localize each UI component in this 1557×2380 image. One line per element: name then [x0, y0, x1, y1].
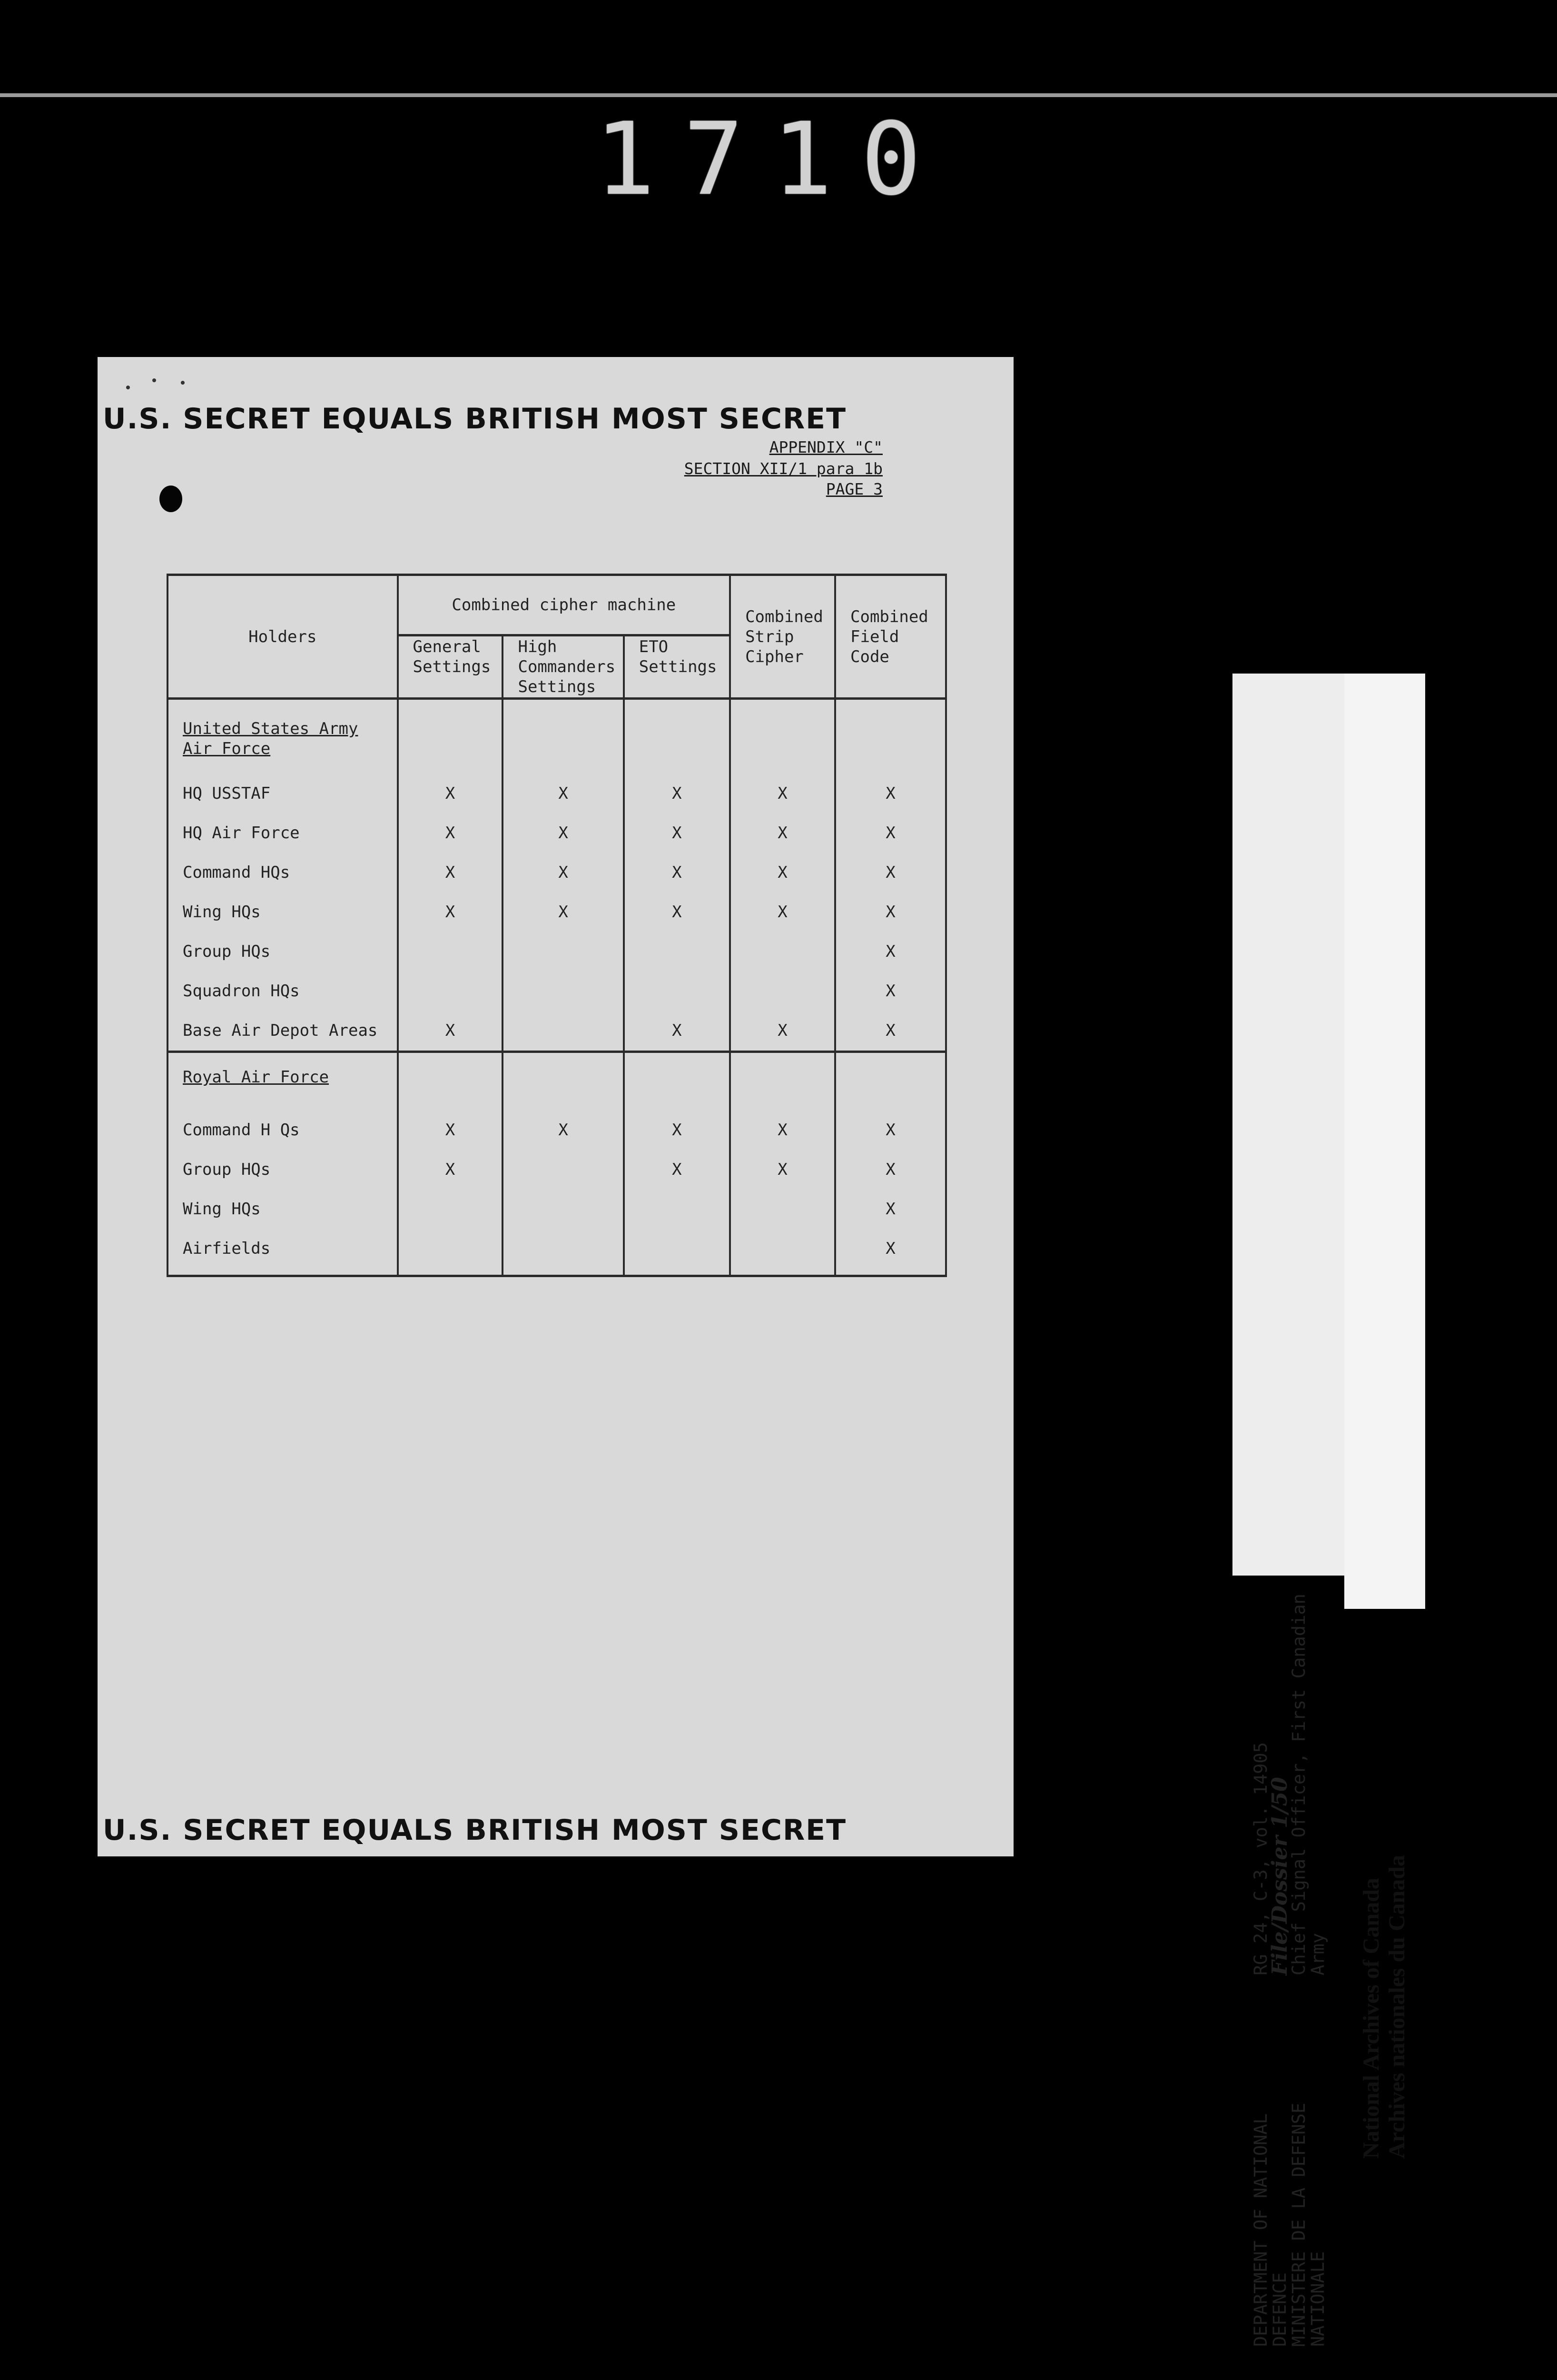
mark-general	[398, 1190, 503, 1229]
table-row	[168, 1229, 946, 1276]
punch-hole	[159, 486, 182, 512]
archives-stamp-label	[1344, 674, 1425, 2159]
mark-strip	[730, 972, 835, 1011]
mark-eto	[624, 1229, 730, 1276]
holder-cell: Wing HQs	[168, 1190, 398, 1229]
header-high-commanders-settings: High Commanders Settings	[503, 635, 623, 699]
page-ref: PAGE 3	[826, 480, 883, 498]
mark-field: X	[835, 813, 946, 853]
mark-eto: X	[624, 813, 730, 853]
table-row	[168, 1111, 946, 1150]
table-row	[168, 813, 946, 853]
mark-field: X	[835, 853, 946, 892]
mark-high	[503, 932, 623, 972]
file-reference: RG 24, C-3, vol. 14905 File/Dossier 1/50 Chief Signal Officer, First Canadian Army	[1251, 1594, 1328, 1975]
holder-cell: Base Air Depot Areas	[168, 1011, 398, 1052]
film-top-rule	[0, 93, 1557, 97]
mark-general	[398, 932, 503, 972]
header-combined-field-code: Combined Field Code	[835, 575, 946, 699]
mark-strip	[730, 932, 835, 972]
section-title-row	[168, 699, 946, 774]
mark-general: X	[398, 774, 503, 813]
mark-strip: X	[730, 813, 835, 853]
holder-cell: Command H Qs	[168, 1111, 398, 1150]
holder-cell: Command HQs	[168, 853, 398, 892]
mark-strip: X	[730, 1011, 835, 1052]
mark-general: X	[398, 813, 503, 853]
holder-cell: Airfields	[168, 1229, 398, 1276]
mark-strip	[730, 1190, 835, 1229]
mark-strip: X	[730, 1150, 835, 1190]
table-row	[168, 892, 946, 932]
table-row	[168, 1011, 946, 1052]
mark-high: X	[503, 813, 623, 853]
mark-high	[503, 1229, 623, 1276]
mark-eto	[624, 932, 730, 972]
holder-cell: HQ USSTAF	[168, 774, 398, 813]
mark-strip: X	[730, 853, 835, 892]
holders-table	[167, 574, 947, 1277]
archive-file-label	[1232, 674, 1344, 2347]
mark-eto	[624, 1190, 730, 1229]
mark-eto: X	[624, 892, 730, 932]
mark-general	[398, 972, 503, 1011]
holder-cell: Group HQs	[168, 932, 398, 972]
table-row	[168, 774, 946, 813]
mark-field: X	[835, 1011, 946, 1052]
mark-field: X	[835, 932, 946, 972]
mark-strip: X	[730, 892, 835, 932]
classification-header: U.S. SECRET EQUALS BRITISH MOST SECRET	[102, 402, 847, 436]
mark-eto: X	[624, 853, 730, 892]
mark-field: X	[835, 972, 946, 1011]
mark-general: X	[398, 1011, 503, 1052]
header-combined-cipher-machine: Combined cipher machine	[398, 575, 730, 635]
mark-high: X	[503, 1111, 623, 1150]
mark-high	[503, 1011, 623, 1052]
archives-stamp-text: National Archives of Canada Archives nationales du Canada	[1359, 1855, 1409, 2159]
table-row	[168, 1150, 946, 1190]
mark-general: X	[398, 853, 503, 892]
mark-eto: X	[624, 1150, 730, 1190]
header-general-settings: General Settings	[398, 635, 503, 699]
mark-field: X	[835, 1229, 946, 1276]
mark-strip: X	[730, 774, 835, 813]
appendix-ref: APPENDIX "C"	[769, 438, 883, 456]
document-page	[98, 357, 1014, 1856]
header-combined-strip-cipher: Combined Strip Cipher	[730, 575, 835, 699]
mark-field: X	[835, 1111, 946, 1150]
table-row	[168, 932, 946, 972]
table-row	[168, 853, 946, 892]
holder-cell: Group HQs	[168, 1150, 398, 1190]
section-title-usaaf: United States Army Air Force	[168, 699, 398, 774]
mark-general: X	[398, 1150, 503, 1190]
mark-strip	[730, 1229, 835, 1276]
department-text: DEPARTMENT OF NATIONAL DEFENCE MINISTERE DE LA DEFENSE NATIONALE	[1251, 2102, 1328, 2347]
mark-eto: X	[624, 1011, 730, 1052]
mark-field: X	[835, 892, 946, 932]
section-ref: SECTION XII/1 para 1b	[684, 459, 883, 478]
classification-footer: U.S. SECRET EQUALS BRITISH MOST SECRET	[102, 1814, 847, 1847]
mark-general: X	[398, 1111, 503, 1150]
mark-eto: X	[624, 774, 730, 813]
holder-cell: Squadron HQs	[168, 972, 398, 1011]
holder-cell: Wing HQs	[168, 892, 398, 932]
paper-specks	[126, 376, 188, 395]
mark-field: X	[835, 1150, 946, 1190]
mark-eto	[624, 972, 730, 1011]
section-title-row	[168, 1052, 946, 1111]
mark-high	[503, 1190, 623, 1229]
mark-general: X	[398, 892, 503, 932]
mark-strip: X	[730, 1111, 835, 1150]
mark-general	[398, 1229, 503, 1276]
mark-high: X	[503, 853, 623, 892]
mark-high	[503, 1150, 623, 1190]
header-holders: Holders	[168, 575, 398, 699]
table-row	[168, 972, 946, 1011]
mark-field: X	[835, 774, 946, 813]
frame-number: 1710	[595, 101, 950, 218]
mark-eto: X	[624, 1111, 730, 1150]
table-row	[168, 1190, 946, 1229]
mark-high	[503, 972, 623, 1011]
holder-cell: HQ Air Force	[168, 813, 398, 853]
section-title-raf: Royal Air Force	[168, 1052, 398, 1111]
mark-field: X	[835, 1190, 946, 1229]
header-eto-settings: ETO Settings	[624, 635, 730, 699]
mark-high: X	[503, 774, 623, 813]
mark-high: X	[503, 892, 623, 932]
